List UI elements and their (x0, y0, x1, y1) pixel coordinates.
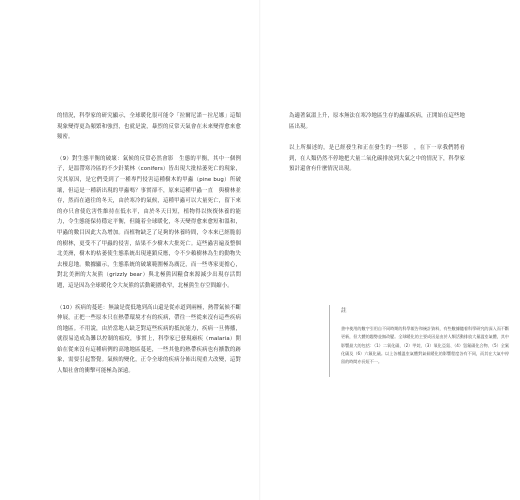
paragraph: 的情況，科學家的研究顯示，全球暖化很可能令「拉爾尼諾－拉尼娜」這類現象變得更為頻繁和強烈，也就是說，暴烈的反常天氣會在未來變得愈來愈頻密。 (57, 113, 241, 141)
right-page (260, 0, 520, 500)
paragraph: 以上所描述的，是已經發生和正在發生的一些影 ，在下一章我們將看到，在人類仍然不停地把大量二氧化碳排放到大氣之中的情況下，科學家預計還會有什麼情況出現。 (289, 145, 465, 173)
paragraph: （10）疾病的蔓延：無論是從低地到高山還是從赤道到兩極，熱帶氣候不斷伸展，正把一些原本只在熱帶環境才有的疾病，帶往一些從來沒有這些疾病的地區。不用說，由於當地人缺乏對這些疾病的抵抗能力，疾病一旦傳播，就很易造成為難以控制的瘟疫，事實上，科學家已發現瘧疾（malaria）開始在從來沒有這種病例的高地地區蔓延，一些其他的熱帶疾病也有擴散的跡象，需要引起警覺。氣候的變化，正令全球的疾病分佈出現重大改變，這對人類社會的衝擊可能極為深遠。 (57, 304, 241, 375)
paragraph: 為適著氣溫上升，原本無法在寒冷地區生存的蟲媒疾病，正開始在這些地區出現。 (289, 113, 465, 130)
right-text-column (289, 111, 465, 175)
left-text-column (57, 111, 241, 377)
note-title: 註 (341, 308, 347, 314)
note-body (341, 325, 509, 366)
note-paragraph: 書中使用的數字引用自不同時期的科學報告和統計資料，有些數據隨着科學研究的深入而不斷更新，但大體的趨勢並無改變。全球暖化的主要成因是由於人類活動排放大量溫室氣體，其中影響最大的包括：（1）二氧化碳、（2）甲烷、（3）氧化亞氮、（4）氫氟碳化合物、（5）全氟化碳及（6）六氟化硫。以上各種溫室氣體對氣候暖化的影響程度各有不同，而其在大氣中停留的時間亦長短不一。 (341, 326, 509, 365)
paragraph: （9）對生態平衡的破壞：氣候的反常必然會影 生態的平衡，其中一個例子，是溫帶寒冷區的不少針葉林（conifers）皆出現大批枯萎死亡的現象，究其原因，是它們受到了一種專門侵害這種樹木的甲蟲（pine bug）所破壞，但這是一種新出現的甲蟲嗎？事實卻不，原來這種甲蟲一直 與樹林並存，然而在過往的冬天，由於寒冷的氣候，這種甲蟲可以大量死亡，留下來的亦只會使危害性維持在低水平，由於冬天日短，植物得以恢復休養的能力，令生態能保持穩定平衡，但隨着全球暖化，冬天變得愈來愈短和溫和，甲蟲的數目因此大為增加。而植物缺乏了足夠的休養時間，令本來已經脆弱的樹林，更受不了甲蟲的侵害，結果不少樹木大批死亡。這些蟲害遍及整個北美洲，樹木的枯萎使生態系統出現連鎖反應，令不少賴樹林為生的動物失去棲息地。數據顯示，生態系統的破壞範圍極為廣泛，而一些專家更擔心，對北美洲的大灰熊（grizzly bear）與北極熊因糧食來源減少出現存活問題，這是因為全球暖化令大灰熊的活動範圍收窄，北極熊生存空間縮小。 (57, 155, 241, 289)
